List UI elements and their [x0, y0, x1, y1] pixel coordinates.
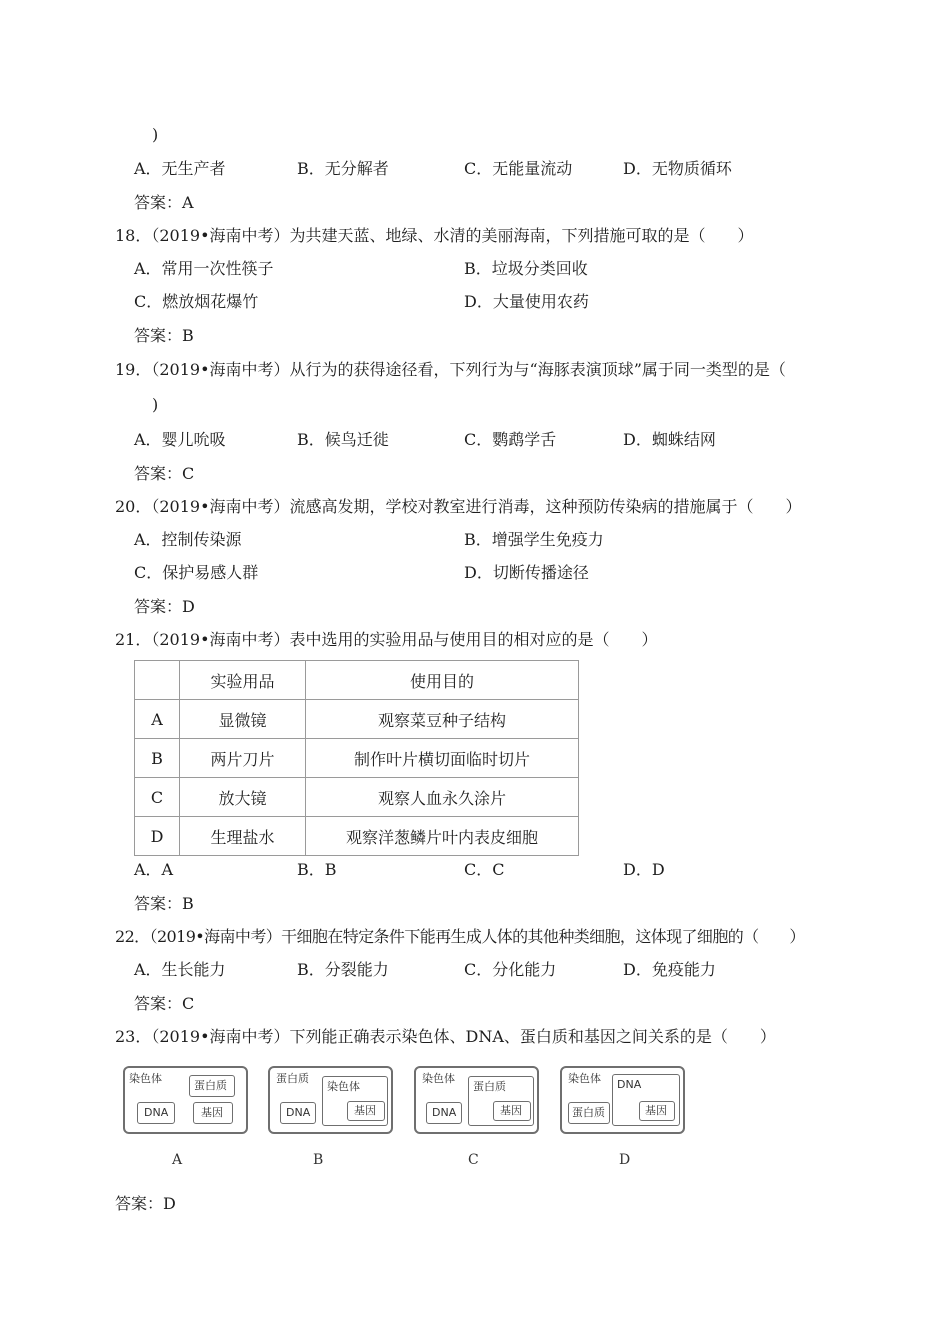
diagram-c-box-protein: [468, 1076, 534, 1126]
diagram-a-box-dna: [137, 1102, 175, 1124]
table-cell: 观察菜豆种子结构: [306, 700, 579, 739]
diagram-a-box-gene: [193, 1102, 233, 1124]
q22-stem: 22．（2019•海南中考）干细胞在特定条件下能再生成人体的其他种类细胞，这体现了细胞的（ ）: [115, 927, 805, 946]
q21-answer: 答案：B: [134, 894, 194, 913]
diagram-a-outer-label: 染色体: [129, 1072, 162, 1085]
q18-option-b: B．垃圾分类回收: [464, 259, 588, 278]
table-cell: D: [135, 817, 180, 856]
table-cell: 显微镜: [180, 700, 306, 739]
table-row: [135, 739, 579, 778]
q17-option-a: A．无生产者: [134, 159, 226, 178]
table-cell: 观察人血永久涂片: [306, 778, 579, 817]
table-cell: 生理盐水: [180, 817, 306, 856]
q17-option-d: D．无物质循环: [623, 159, 732, 178]
q18-option-d: D．大量使用农药: [464, 292, 589, 311]
diagram-d-box-gene: [639, 1101, 675, 1121]
diagram-d-dna-label: DNA: [617, 1078, 642, 1091]
q21-table: [134, 660, 579, 856]
diagram-c-gene-label: 基因: [500, 1104, 522, 1117]
q17-stem-tail: ): [152, 125, 159, 144]
q20-stem: 20．（2019•海南中考）流感高发期，学校对教室进行消毒，这种预防传染病的措施属于（ ）: [115, 497, 802, 516]
diagram-b-box-gene: [347, 1101, 385, 1121]
q23-stem: 23．（2019•海南中考）下列能正确表示染色体、DNA、蛋白质和基因之间关系的是（ ）: [115, 1027, 776, 1046]
diagram-c-caption: C: [468, 1152, 479, 1168]
table-cell: C: [135, 778, 180, 817]
diagram-c-dna-label: DNA: [432, 1106, 457, 1119]
diagram-c-box-dna: [426, 1102, 462, 1124]
diagram-b-box-chromosome: [322, 1076, 388, 1126]
diagram-d-box-protein: [568, 1102, 610, 1124]
q20-answer: 答案：D: [134, 597, 195, 616]
q22-answer: 答案：C: [134, 994, 195, 1013]
q17-option-b: B．无分解者: [297, 159, 389, 178]
q20-option-c: C．保护易感人群: [134, 563, 259, 582]
q22-option-c: C．分化能力: [464, 960, 557, 979]
table-cell: B: [135, 739, 180, 778]
q22-option-b: B．分裂能力: [297, 960, 389, 979]
q23-answer: 答案：D: [115, 1194, 176, 1213]
table-row: [135, 778, 579, 817]
q21-option-b: B．B: [297, 860, 337, 879]
table-header-cell: 使用目的: [306, 661, 579, 700]
diagram-b-gene-label: 基因: [354, 1104, 376, 1117]
q19-option-b: B．候鸟迁徙: [297, 430, 389, 449]
diagram-a-gene-label: 基因: [201, 1106, 223, 1119]
q19-stem-tail: ): [152, 395, 159, 414]
diagram-b-dna-label: DNA: [286, 1106, 311, 1119]
diagram-b: [268, 1066, 393, 1134]
table-cell: 制作叶片横切面临时切片: [306, 739, 579, 778]
q18-stem: 18．（2019•海南中考）为共建天蓝、地绿、水清的美丽海南，下列措施可取的是（ ）: [115, 226, 754, 245]
table-cell: 放大镜: [180, 778, 306, 817]
q21-option-d: D．D: [623, 860, 665, 879]
diagram-b-caption: B: [313, 1152, 324, 1168]
diagram-b-box-dna: [280, 1102, 316, 1124]
diagram-c-box-gene: [493, 1101, 531, 1121]
q18-option-a: A．常用一次性筷子: [134, 259, 274, 278]
diagram-a-protein-label: 蛋白质: [194, 1079, 227, 1092]
diagram-d: [560, 1066, 685, 1134]
diagram-a-box-protein: [189, 1075, 235, 1097]
q20-option-a: A．控制传染源: [134, 530, 242, 549]
table-header-cell: [135, 661, 180, 700]
diagram-d-box-dna: [612, 1074, 680, 1126]
q17-option-c: C．无能量流动: [464, 159, 573, 178]
table-cell: 观察洋葱鳞片叶内表皮细胞: [306, 817, 579, 856]
diagram-c: [414, 1066, 539, 1134]
table-row: [135, 817, 579, 856]
diagram-d-outer-label: 染色体: [568, 1072, 601, 1085]
q19-answer: 答案：C: [134, 464, 195, 483]
table-header-row: [135, 661, 579, 700]
q19-stem: 19．（2019•海南中考）从行为的获得途径看，下列行为与“海豚表演顶球”属于同一类型的是（: [115, 360, 786, 379]
q18-answer: 答案：B: [134, 326, 194, 345]
diagram-d-caption: D: [619, 1152, 631, 1168]
q19-option-c: C．鹦鹉学舌: [464, 430, 557, 449]
q18-option-c: C．燃放烟花爆竹: [134, 292, 259, 311]
table-row: [135, 700, 579, 739]
diagram-a: [123, 1066, 248, 1134]
q21-option-c: C．C: [464, 860, 505, 879]
q20-option-d: D．切断传播途径: [464, 563, 589, 582]
diagram-b-outer-label: 蛋白质: [276, 1072, 309, 1085]
diagram-d-gene-label: 基因: [645, 1104, 667, 1117]
table-header-cell: 实验用品: [180, 661, 306, 700]
table-cell: A: [135, 700, 180, 739]
diagram-a-dna-label: DNA: [144, 1106, 169, 1119]
table-cell: 两片刀片: [180, 739, 306, 778]
diagram-a-caption: A: [172, 1152, 183, 1168]
q21-option-a: A．A: [134, 860, 174, 879]
diagram-c-outer-label: 染色体: [422, 1072, 455, 1085]
diagram-d-protein-label: 蛋白质: [572, 1106, 605, 1119]
q17-answer: 答案：A: [134, 193, 194, 212]
q22-option-a: A．生长能力: [134, 960, 226, 979]
q21-stem: 21．（2019•海南中考）表中选用的实验用品与使用目的相对应的是（ ）: [115, 630, 658, 649]
q19-option-a: A．婴儿吮吸: [134, 430, 226, 449]
q22-option-d: D．免疫能力: [623, 960, 716, 979]
q19-option-d: D．蜘蛛结网: [623, 430, 716, 449]
diagram-b-chromosome-label: 染色体: [327, 1080, 360, 1093]
diagram-c-protein-label: 蛋白质: [473, 1080, 506, 1093]
q20-option-b: B．增强学生免疫力: [464, 530, 604, 549]
